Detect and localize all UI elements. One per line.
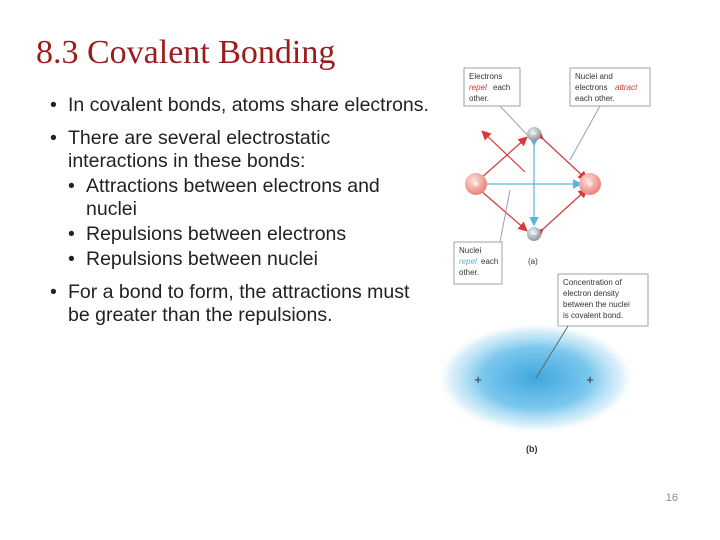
electron-top-sign: − bbox=[531, 129, 537, 140]
covalent-bond-figure bbox=[440, 62, 680, 462]
panel-a-label: (a) bbox=[528, 257, 538, 266]
label-nuclei-attract-line1: Nuclei and bbox=[575, 72, 613, 81]
electron-cloud bbox=[440, 322, 636, 434]
label-nuclei-attract-word: attract bbox=[615, 83, 638, 92]
figure-svg bbox=[440, 62, 680, 462]
leader-line bbox=[570, 106, 600, 160]
label-nuclei-attract bbox=[570, 68, 650, 106]
label-nuclei-repel-line3: other. bbox=[459, 268, 480, 277]
leader-line bbox=[500, 190, 510, 242]
label-nuclei-repel bbox=[454, 242, 502, 284]
label-concentration bbox=[558, 274, 648, 326]
label-nuclei-repel-line1: Nuclei bbox=[459, 246, 482, 255]
cloud-nucleus-left: + bbox=[474, 372, 482, 387]
attraction-arrows bbox=[480, 132, 586, 230]
label-electrons-repel-line1: Electrons bbox=[469, 72, 503, 81]
label-nuclei-repel-word: repel bbox=[459, 257, 477, 266]
nucleus-right-sign: + bbox=[586, 177, 594, 191]
page-number: 16 bbox=[665, 492, 678, 504]
label-concentration-line1: Concentration of bbox=[563, 278, 622, 287]
electron-top bbox=[527, 127, 541, 141]
label-electrons-repel-word: repel bbox=[469, 83, 487, 92]
panel-b-label: (b) bbox=[526, 444, 538, 454]
sub-bullet-list bbox=[50, 175, 430, 271]
nucleus-left-sign: + bbox=[472, 177, 480, 191]
bullet-bond-condition: • For a bond to form, the attractions must be greater than the repulsions. bbox=[50, 281, 430, 327]
cloud-nucleus-right: + bbox=[586, 372, 594, 387]
label-electrons-repel bbox=[464, 68, 520, 106]
label-electrons-repel-each: each bbox=[493, 83, 511, 92]
sub-bullet-electron-repulsions: • Repulsions between electrons bbox=[68, 223, 430, 246]
sub-bullet-attractions: • Attractions between electrons and nuclei bbox=[68, 175, 430, 221]
nucleus-left bbox=[465, 173, 487, 195]
label-nuclei-repel-each: each bbox=[481, 257, 499, 266]
label-concentration-line3: between the nuclei bbox=[563, 300, 630, 309]
label-electrons-repel-line3: other. bbox=[469, 94, 490, 103]
repulsion-arrows bbox=[486, 144, 580, 224]
label-nuclei-attract-line3: each other. bbox=[575, 94, 615, 103]
sub-bullet-nuclei-repulsions: • Repulsions between nuclei bbox=[68, 248, 430, 271]
electron-bottom-sign: − bbox=[531, 229, 537, 240]
label-nuclei-attract-electrons: electrons bbox=[575, 83, 608, 92]
bullet-shared-electrons: • In covalent bonds, atoms share electrons. bbox=[50, 94, 430, 117]
bullet-electrostatic-interactions: • There are several electrostatic interactions in these bonds: bbox=[50, 127, 430, 173]
nucleus-right bbox=[579, 173, 601, 195]
bullet-list bbox=[50, 94, 430, 337]
label-concentration-line2: electron density bbox=[563, 289, 620, 298]
label-concentration-line4: is covalent bond. bbox=[563, 311, 624, 320]
electron-bottom bbox=[527, 227, 541, 241]
slide-title: 8.3 Covalent Bonding bbox=[36, 34, 336, 71]
